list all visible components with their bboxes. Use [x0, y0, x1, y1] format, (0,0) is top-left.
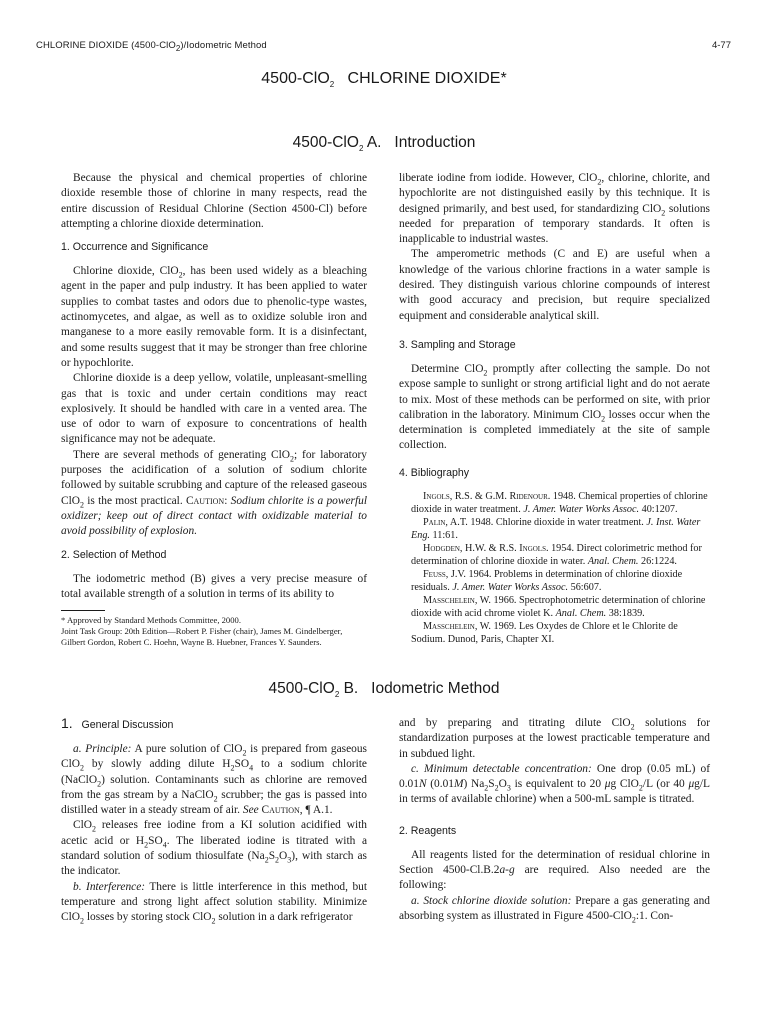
section-b-left-column: [61, 716, 367, 926]
footnote-rule: [61, 610, 105, 611]
footnote-approval: * Approved by Standard Methods Committee, 2000.: [61, 615, 241, 625]
selection-paragraph-1: The iodometric method (B) gives a very precise measure of total available strength of a solution in terms of its ability to: [61, 572, 367, 600]
section-a-heading: 4500-ClO$_2$ A. Introduction: [292, 134, 476, 154]
bibliography-entry: Masschelein, W. 1966. Spectrophotometric determination of chlorine dioxide with acid chrome violet K. Anal. Chem. 38:1839.: [411, 594, 706, 619]
selection-paragraph-1-cont: liberate iodine from iodide. However, ClO$_2$, chlorine, chlorite, and hypochlorite are not distinguished easily by this technique. It is designed primarily, and best used, for standardizing ClO$_2$ solutions needed for preparation of temporary standards. It often is inapplicable to industrial wastes.: [399, 172, 710, 246]
subheading-reagents: 2. Reagents: [399, 824, 457, 837]
subheading-bibliography: 4. Bibliography: [399, 466, 470, 479]
subheading-general-discussion: 1. General Discussion: [61, 715, 174, 731]
interference-paragraph: b. Interference: There is little interference in this method, but temperature and strong light affect solution stability. Minimize ClO$_2$ losses by storing stock ClO$_2$ solution in a dark refrigerator: [61, 880, 368, 926]
section-b-right-column: [399, 716, 710, 924]
subheading-sampling: 3. Sampling and Storage: [399, 338, 516, 351]
bibliography-entry: Ingols, R.S. & G.M. Ridenour. 1948. Chemical properties of chlorine dioxide in water treatment. J. Amer. Water Works Assoc. 40:1207.: [411, 490, 708, 515]
reagents-paragraph: All reagents listed for the determination of residual chlorine in Section 4500-Cl.B.2a-g are required. Also needed are the following:: [399, 848, 711, 892]
section-a-left-column: [61, 171, 367, 602]
running-head: CHLORINE DIOXIDE (4500-ClO$_2$)/Iodometric Method: [36, 40, 267, 53]
subheading-selection: 2. Selection of Method: [61, 548, 167, 561]
iodine-paragraph: ClO$_2$ releases free iodine from a KI solution acidified with acetic acid or $H_2SO_4$. The liberated iodine is titrated with a standard solution of sodium thiosulfate $(Na_2S_2O_3)$, with starch as the indicator.: [61, 819, 368, 878]
principle-paragraph: a. Principle: A pure solution of ClO$_2$ is prepared from gaseous ClO$_2$ by slowly adding dilute $H_2SO_4$ to a sodium chlorite (NaClO$_2$) solution. Contaminants such as chlorine are removed from the gas stream by a NaClO$_2$ scrubber; the gas is passed into distilled water in a steady stream of air. See Caution, ¶ A.1.: [61, 743, 367, 817]
occurrence-paragraph-1: Chlorine dioxide, ClO$_2$, has been used widely as a bleaching agent in the paper and pulp industry. It has been applied to water supplies to combat tastes and odors due to phenolic-type wastes, actinomycetes, and algae, as well as to oxidize soluble iron and manganese to a more easily removable form. It is a disinfectant, and some results suggest that it may be stronger than free chlorine or hypochlorite.: [61, 265, 368, 369]
bibliography-entry: Hodgden, H.W. & R.S. Ingols. 1954. Direct colorimetric method for determination of chlorine dioxide in water. Anal. Chem. 26:1224.: [411, 542, 702, 567]
intro-paragraph: Because the physical and chemical properties of chlorine dioxide resemble those of chlorine in many respects, read the entire discussion of Residual Chlorine (Section 4500-Cl) before attempting a chlorine dioxide determination.: [61, 172, 367, 230]
subheading-occurrence: 1. Occurrence and Significance: [61, 241, 209, 254]
section-b-heading: 4500-ClO$_2$ B. Iodometric Method: [268, 680, 500, 700]
document-title: 4500-ClO$_2$ CHLORINE DIOXIDE*: [261, 70, 507, 90]
occurrence-paragraph-3: There are several methods of generating ClO$_2$; for laboratory purposes the acidification of a solution of sodium chlorite followed by suitable scrubbing and capture of the released gaseous ClO$_2$ is the most practical. Caution: Sodium chlorite is a powerful oxidizer; keep out of direct contact with oxidizable material to avoid possibility of explosion.: [61, 448, 368, 538]
interference-paragraph-cont: and by preparing and titrating dilute ClO$_2$ solutions for standardization purposes at the lowest practicable temperature and in subdued light.: [399, 717, 710, 760]
footnote-task-group: Joint Task Group: 20th Edition—Robert P. Fisher (chair), James M. Gindelberger, Gilbert Gordon, Robert C. Hoehn, Wayne B. Huebner, Frances Y. Saunders.: [61, 626, 343, 647]
occurrence-paragraph-2: Chlorine dioxide is a deep yellow, volatile, unpleasant-smelling gas that is toxic and under certain conditions may react explosively. It should be handled with care in a vented area. The use of odor to warn of exposure to concentrations of health significance may not be adequate.: [61, 372, 367, 446]
bibliography-list: [399, 490, 710, 646]
stock-solution-paragraph: a. Stock chlorine dioxide solution: Prepare a gas generating and absorbing system as illustrated in Figure 4500-ClO$_2$:1. Con-: [399, 894, 710, 925]
sampling-paragraph: Determine ClO$_2$ promptly after collecting the sample. Do not expose sample to sunlight or strong artificial light and do not aerate to mix. Most of these methods can be performed on site, with prior calibration in the laboratory. Minimum ClO$_2$ losses occur when the determination is completed immediately at the site of sample collection.: [399, 362, 710, 452]
bibliography-entry: Palin, A.T. 1948. Chlorine dioxide in water treatment. J. Inst. Water Eng. 11:61.: [411, 516, 701, 541]
bibliography-entry: Masschelein, W. 1969. Les Oxydes de Chlore et le Chlorite de Sodium. Dunod, Paris, Chapter XI.: [411, 620, 678, 645]
footnote: [61, 615, 367, 648]
page-number: 4-77: [711, 40, 731, 51]
mdc-paragraph: c. Minimum detectable concentration: One drop (0.05 mL) of 0.01N (0.01M) $Na_2S_2O_3$ is equivalent to 20 μg ClO$_2$/L (or 40 μg/L in terms of available chlorine) when a 500-mL sample is titrated.: [399, 762, 711, 806]
selection-paragraph-2: The amperometric methods (C and E) are useful when a knowledge of the various chlorine fractions in a water sample is desired. They distinguish various chlorine compounds of interest with good accuracy and precision, but require specialized equipment and considerable analytical skill.: [399, 248, 710, 322]
bibliography-entry: Feuss, J.V. 1964. Problems in determination of chlorine dioxide residuals. J. Amer. Water Works Assoc. 56:607.: [411, 568, 683, 593]
section-a-right-column: [399, 171, 710, 646]
